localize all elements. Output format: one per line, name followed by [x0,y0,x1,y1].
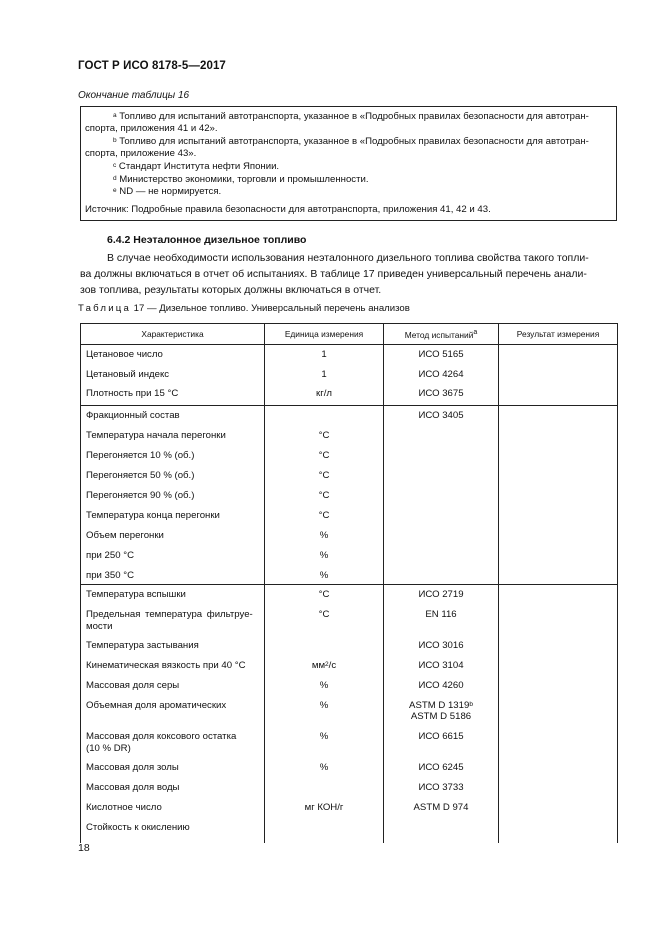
cell-name: Цетановое число [81,345,265,365]
cell-result [499,636,618,656]
cell-result [499,406,618,426]
note-source: Источник: Подробные правила безопасности для автотранспорта, приложения 41, 42 и 43. [85,204,491,215]
cell-result [499,506,618,526]
cell-result [499,585,618,605]
table-row [81,566,618,585]
cell-result [499,798,618,818]
cell-name: Температура вспышки [81,585,265,605]
cell-unit: °С [265,605,384,636]
table-row [81,506,618,526]
cell-method: ИСО 6245 [384,758,499,778]
cell-result [499,526,618,546]
note-c: $^c$ Стандарт Института нефти Японии. [113,161,280,172]
cell-unit [265,778,384,798]
cell-unit: % [265,727,384,758]
cell-unit: °С [265,426,384,446]
cell-unit: °С [265,585,384,605]
cell-unit: °С [265,486,384,506]
cell-name: при 250 °С [81,546,265,566]
cell-method: ИСО 3733 [384,778,499,798]
cell-unit: кг/л [265,384,384,406]
cell-result [499,676,618,696]
cell-result [499,605,618,636]
table-row [81,676,618,696]
table-row [81,696,618,727]
cell-result [499,365,618,384]
cell-result [499,486,618,506]
cell-method [384,566,499,585]
analysis-table [80,323,618,843]
table-row [81,605,618,636]
cell-method [384,506,499,526]
table-row [81,758,618,778]
note-e: $^e$ ND — не нормируется. [113,186,222,197]
cell-unit: % [265,758,384,778]
cell-name: Температура застывания [81,636,265,656]
page-number: 18 [78,842,90,854]
note-b: $^b$ Топливо для испытаний автотранспорта, указанное в «Подробных правилах безопасности для автотран- [113,136,589,147]
cell-unit: $мм^2/с$ [265,656,384,676]
cell-unit: % [265,546,384,566]
cell-result [499,345,618,365]
cell-name: Предельная температура фильтруе- мости [81,605,265,636]
note-b-cont: спорта, приложение 43». [85,148,197,159]
cell-method [384,426,499,446]
cell-name: Стойкость к окислению [81,818,265,843]
cell-unit: 1 [265,345,384,365]
table-row [81,798,618,818]
cell-unit: % [265,526,384,546]
cell-name: Перегоняется 50 % (об.) [81,466,265,486]
note-a-cont: спорта, приложения 41 и 42». [85,123,218,134]
cell-result [499,656,618,676]
cell-name: Перегоняется 90 % (об.) [81,486,265,506]
cell-unit [265,406,384,426]
table-row [81,406,618,426]
cell-result [499,727,618,758]
table-row [81,636,618,656]
cell-result [499,384,618,406]
table-row [81,526,618,546]
cell-method: ИСО 5165 [384,345,499,365]
header-unit: Единица измерения [265,324,384,345]
cell-method: ИСО 6615 [384,727,499,758]
table-row [81,818,618,843]
cell-unit: % [265,696,384,727]
note-d: $^d$ Министерство экономики, торговли и промышленности. [113,174,369,185]
table-row [81,384,618,406]
cell-unit: % [265,566,384,585]
table-row [81,446,618,466]
cell-result [499,466,618,486]
cell-unit [265,818,384,843]
header-result: Результат измерения [499,324,618,345]
table-row [81,546,618,566]
cell-method: ASTM D 1319$^b$ ASTM D 5186 [384,696,499,727]
cell-result [499,446,618,466]
cell-unit: мг КОН/г [265,798,384,818]
cell-name: при 350 °С [81,566,265,585]
cell-unit: °С [265,506,384,526]
notes-box [80,106,617,221]
table-row [81,727,618,758]
cell-method [384,466,499,486]
cell-method: EN 116 [384,605,499,636]
cell-method [384,486,499,506]
header-method: Метод испытаний$^a$ [384,324,499,345]
cell-name: Перегоняется 10 % (об.) [81,446,265,466]
cell-name: Плотность при 15 °С [81,384,265,406]
table-row [81,365,618,384]
cell-method [384,546,499,566]
cell-name: Массовая доля коксового остатка (10 % DR) [81,727,265,758]
cell-unit: % [265,676,384,696]
cell-method [384,526,499,546]
cell-result [499,778,618,798]
cell-result [499,818,618,843]
cell-method: ИСО 3104 [384,656,499,676]
cell-name: Объем перегонки [81,526,265,546]
section-title: 6.4.2 Неэталонное дизельное топливо [107,234,307,246]
cell-name: Массовая доля золы [81,758,265,778]
cell-name: Объемная доля ароматических [81,696,265,727]
cell-name: Кислотное число [81,798,265,818]
cell-name: Фракционный состав [81,406,265,426]
cell-unit: °С [265,466,384,486]
table-row [81,486,618,506]
cell-method: ASTM D 974 [384,798,499,818]
cell-unit: °С [265,446,384,466]
cell-name: Температура конца перегонки [81,506,265,526]
cell-name: Массовая доля воды [81,778,265,798]
paragraph-line-1: В случае необходимости использования неэталонного дизельного топлива свойства такого топли- [107,252,589,264]
paragraph-line-3: зов топлива, результаты которых должны включаться в отчет. [80,284,382,296]
cell-unit: 1 [265,365,384,384]
document-header: ГОСТ Р ИСО 8178-5—2017 [78,60,226,72]
cell-result [499,566,618,585]
cell-method [384,446,499,466]
cell-method: ИСО 3016 [384,636,499,656]
cell-name: Массовая доля серы [81,676,265,696]
cell-result [499,696,618,727]
cell-unit [265,636,384,656]
table-continuation-label: Окончание таблицы 16 [78,90,190,101]
cell-name: Цетановый индекс [81,365,265,384]
cell-method: ИСО 3405 [384,406,499,426]
note-a: $^a$ Топливо для испытаний автотранспорта, указанное в «Подробных правилах безопасности для автотран- [113,111,589,122]
cell-method: ИСО 4264 [384,365,499,384]
table-row [81,345,618,365]
table-caption: Таблица 17 — Дизельное топливо. Универсальный перечень анализов [78,303,410,314]
table-row [81,585,618,605]
cell-method: ИСО 4260 [384,676,499,696]
table-row [81,426,618,446]
table-header-row [81,324,618,345]
cell-method: ИСО 3675 [384,384,499,406]
table-row [81,466,618,486]
header-characteristic: Характеристика [81,324,265,345]
table-row [81,778,618,798]
cell-result [499,426,618,446]
cell-method [384,818,499,843]
cell-method: ИСО 2719 [384,585,499,605]
paragraph-line-2: ва должны включаться в отчет об испытаниях. В таблице 17 приведен универсальный перечень анали- [80,268,587,280]
table-row [81,656,618,676]
cell-result [499,758,618,778]
cell-name: Температура начала перегонки [81,426,265,446]
cell-name: Кинематическая вязкость при 40 °С [81,656,265,676]
cell-result [499,546,618,566]
